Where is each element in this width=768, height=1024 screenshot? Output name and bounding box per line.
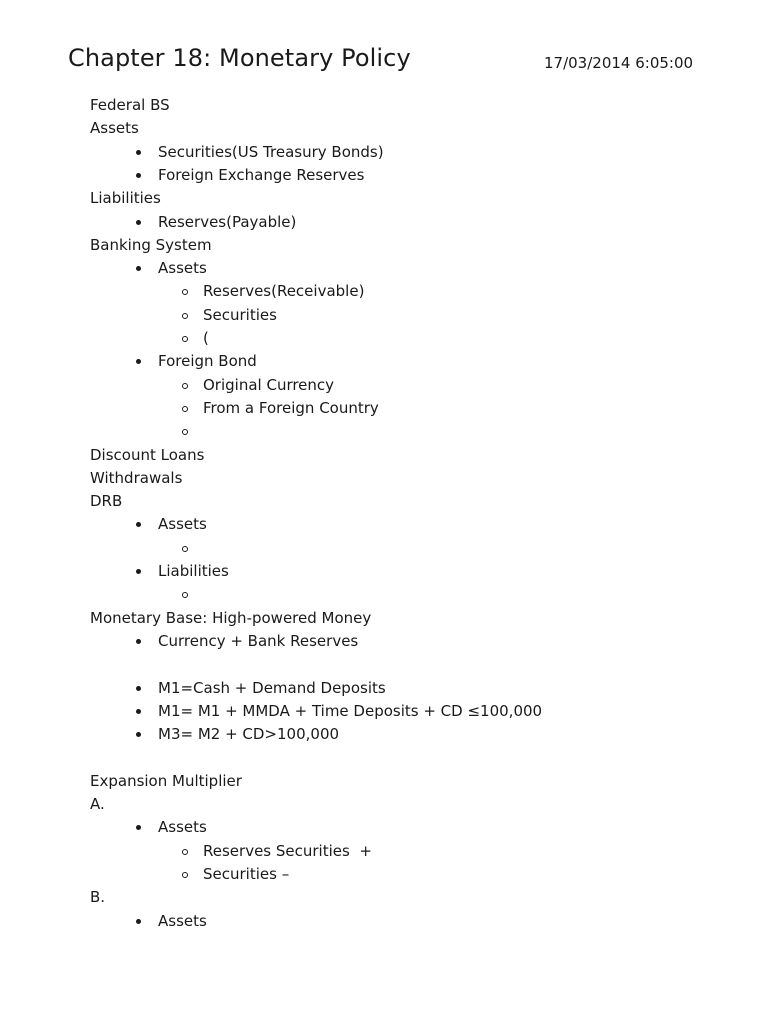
outline-heading: Monetary Base: High-powered Money [90,609,372,627]
bullet-circle-icon [182,383,188,389]
list-item: Securities – [203,865,290,883]
list-item: Liabilities [158,562,229,580]
outline-heading: Withdrawals [90,469,183,487]
bullet-disc-icon [136,919,141,924]
timestamp: 17/03/2014 6:05:00 [544,54,694,72]
list-item: Assets [158,818,207,836]
bullet-disc-icon [136,150,141,155]
list-item: Reserves(Receivable) [203,282,365,300]
bullet-disc-icon [136,522,141,527]
bullet-disc-icon [136,825,141,830]
outline-heading: DRB [90,492,123,510]
list-item: Reserves Securities + [203,842,372,860]
bullet-disc-icon [136,173,141,178]
list-item: Foreign Bond [158,352,257,370]
outline-heading: Federal BS [90,96,170,114]
list-item: From a Foreign Country [203,399,379,417]
list-item: Original Currency [203,376,335,394]
bullet-disc-icon [136,220,141,225]
bullet-circle-icon [182,289,188,295]
bullet-disc-icon [136,569,141,574]
bullet-disc-icon [136,359,141,364]
list-item: Assets [158,912,207,930]
bullet-disc-icon [136,266,141,271]
bullet-circle-icon [182,406,188,412]
outline-heading: Discount Loans [90,446,205,464]
bullet-disc-icon [136,686,141,691]
outline-heading: Banking System [90,236,212,254]
list-item: Assets [158,515,207,533]
outline-heading: A. [90,795,105,813]
list-item: ( [203,329,209,347]
outline-heading: Assets [90,119,139,137]
bullet-circle-icon [182,336,188,342]
bullet-circle-icon [182,592,188,598]
bullet-circle-icon [182,429,188,435]
list-item: M1=Cash + Demand Deposits [158,679,386,697]
bullet-circle-icon [182,872,188,878]
list-item: M1= M1 + MMDA + Time Deposits + CD ≤100,000 [158,702,543,720]
bullet-disc-icon [136,709,141,714]
outline-heading: B. [90,888,106,906]
list-item: Currency + Bank Reserves [158,632,359,650]
list-item: Foreign Exchange Reserves [158,166,365,184]
page-title: Chapter 18: Monetary Policy [68,44,411,72]
bullet-circle-icon [182,313,188,319]
bullet-disc-icon [136,732,141,737]
list-item: M3= M2 + CD>100,000 [158,725,340,743]
list-item: Securities [203,306,277,324]
bullet-circle-icon [182,849,188,855]
bullet-circle-icon [182,546,188,552]
bullet-disc-icon [136,639,141,644]
outline-heading: Liabilities [90,189,161,207]
outline-heading: Expansion Multiplier [90,772,242,790]
list-item: Securities(US Treasury Bonds) [158,143,384,161]
list-item: Reserves(Payable) [158,213,297,231]
list-item: Assets [158,259,207,277]
